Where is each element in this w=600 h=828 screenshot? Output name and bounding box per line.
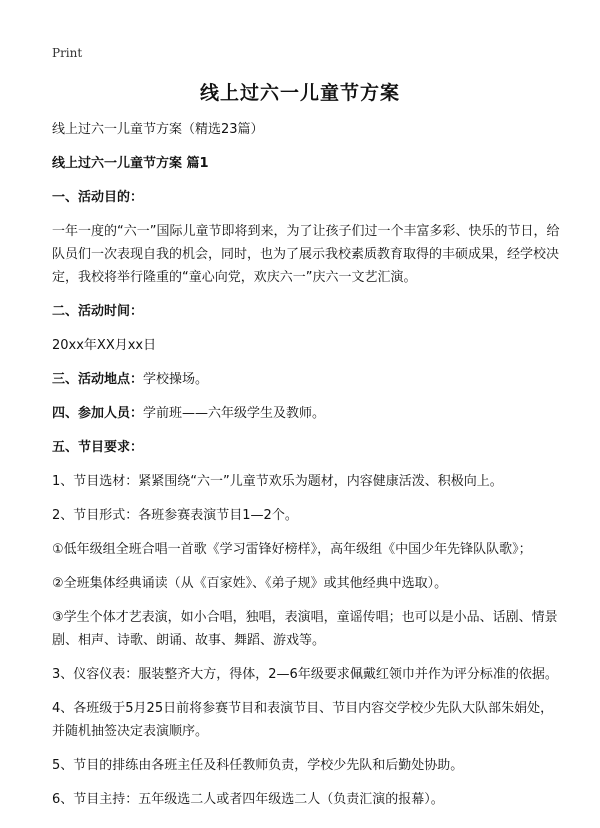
- document-subtitle: 线上过六一儿童节方案（精选23篇）: [52, 122, 264, 137]
- list-item: 4、各班级于5月25日前将参赛节目和表演节目、节目内容交学校少先队大队部朱娟处，并随机抽签决定表演顺序。: [52, 701, 554, 739]
- part-heading: 线上过六一儿童节方案 篇1: [52, 156, 209, 171]
- document-title: 线上过六一儿童节方案: [199, 82, 400, 104]
- list-item: ②全班集体经典诵读（从《百家姓》、《弟子规》或其他经典中选取）。: [52, 576, 448, 591]
- list-item: 2、节目形式：各班参赛表演节目1—2个。: [52, 508, 298, 523]
- list-item: 3、仪容仪表：服装整齐大方，得体，2—6年级要求佩戴红领巾并作为评分标准的依据。: [52, 667, 558, 682]
- section-heading-location: 三、活动地点：: [52, 372, 144, 387]
- list-item: 5、节目的排练由各班主任及科任教师负责，学校少先队和后勤处协助。: [52, 758, 464, 773]
- section-participants: [52, 402, 562, 425]
- section-text-purpose: 一年一度的“六一”国际儿童节即将到来，为了让孩子们过一个丰富多彩、快乐的节日，给队员们一次表现自我的机会，同时，也为了展示我校素质教育取得的丰硕成果，经学校决定，我校将举行隆重的“童心向党，欢庆六一”庆六一文艺汇演。: [52, 224, 560, 285]
- list-item: 6、节目主持：五年级选二人或者四年级选二人（负责汇演的报幕）。: [52, 792, 444, 807]
- section-heading-requirements: 五、节目要求：: [52, 440, 144, 455]
- section-text-location: 学校操场。: [143, 372, 209, 387]
- section-location: [52, 368, 562, 391]
- list-item: 1、节目选材：紧紧围绕“六一”儿童节欢乐为题材，内容健康活泼、积极向上。: [52, 474, 503, 489]
- section-text-participants: 学前班——六年级学生及教师。: [143, 406, 326, 421]
- document-body: [52, 118, 562, 822]
- section-heading-time: 二、活动时间：: [52, 304, 144, 319]
- print-label: Print: [52, 46, 83, 60]
- section-heading-participants: 四、参加人员：: [52, 406, 144, 421]
- list-item: ③学生个体才艺表演，如小合唱，独唱，表演唱，童谣传唱；也可以是小品、话剧、情景剧、相声、诗歌、朗诵、故事、舞蹈、游戏等。: [52, 610, 558, 648]
- section-text-time: 20xx年XX月xx日: [52, 338, 157, 353]
- list-item: ①低年级组全班合唱一首歌《学习雷锋好榜样》，高年级组《中国少年先锋队队歌》；: [52, 542, 532, 557]
- section-heading-purpose: 一、活动目的：: [52, 190, 144, 205]
